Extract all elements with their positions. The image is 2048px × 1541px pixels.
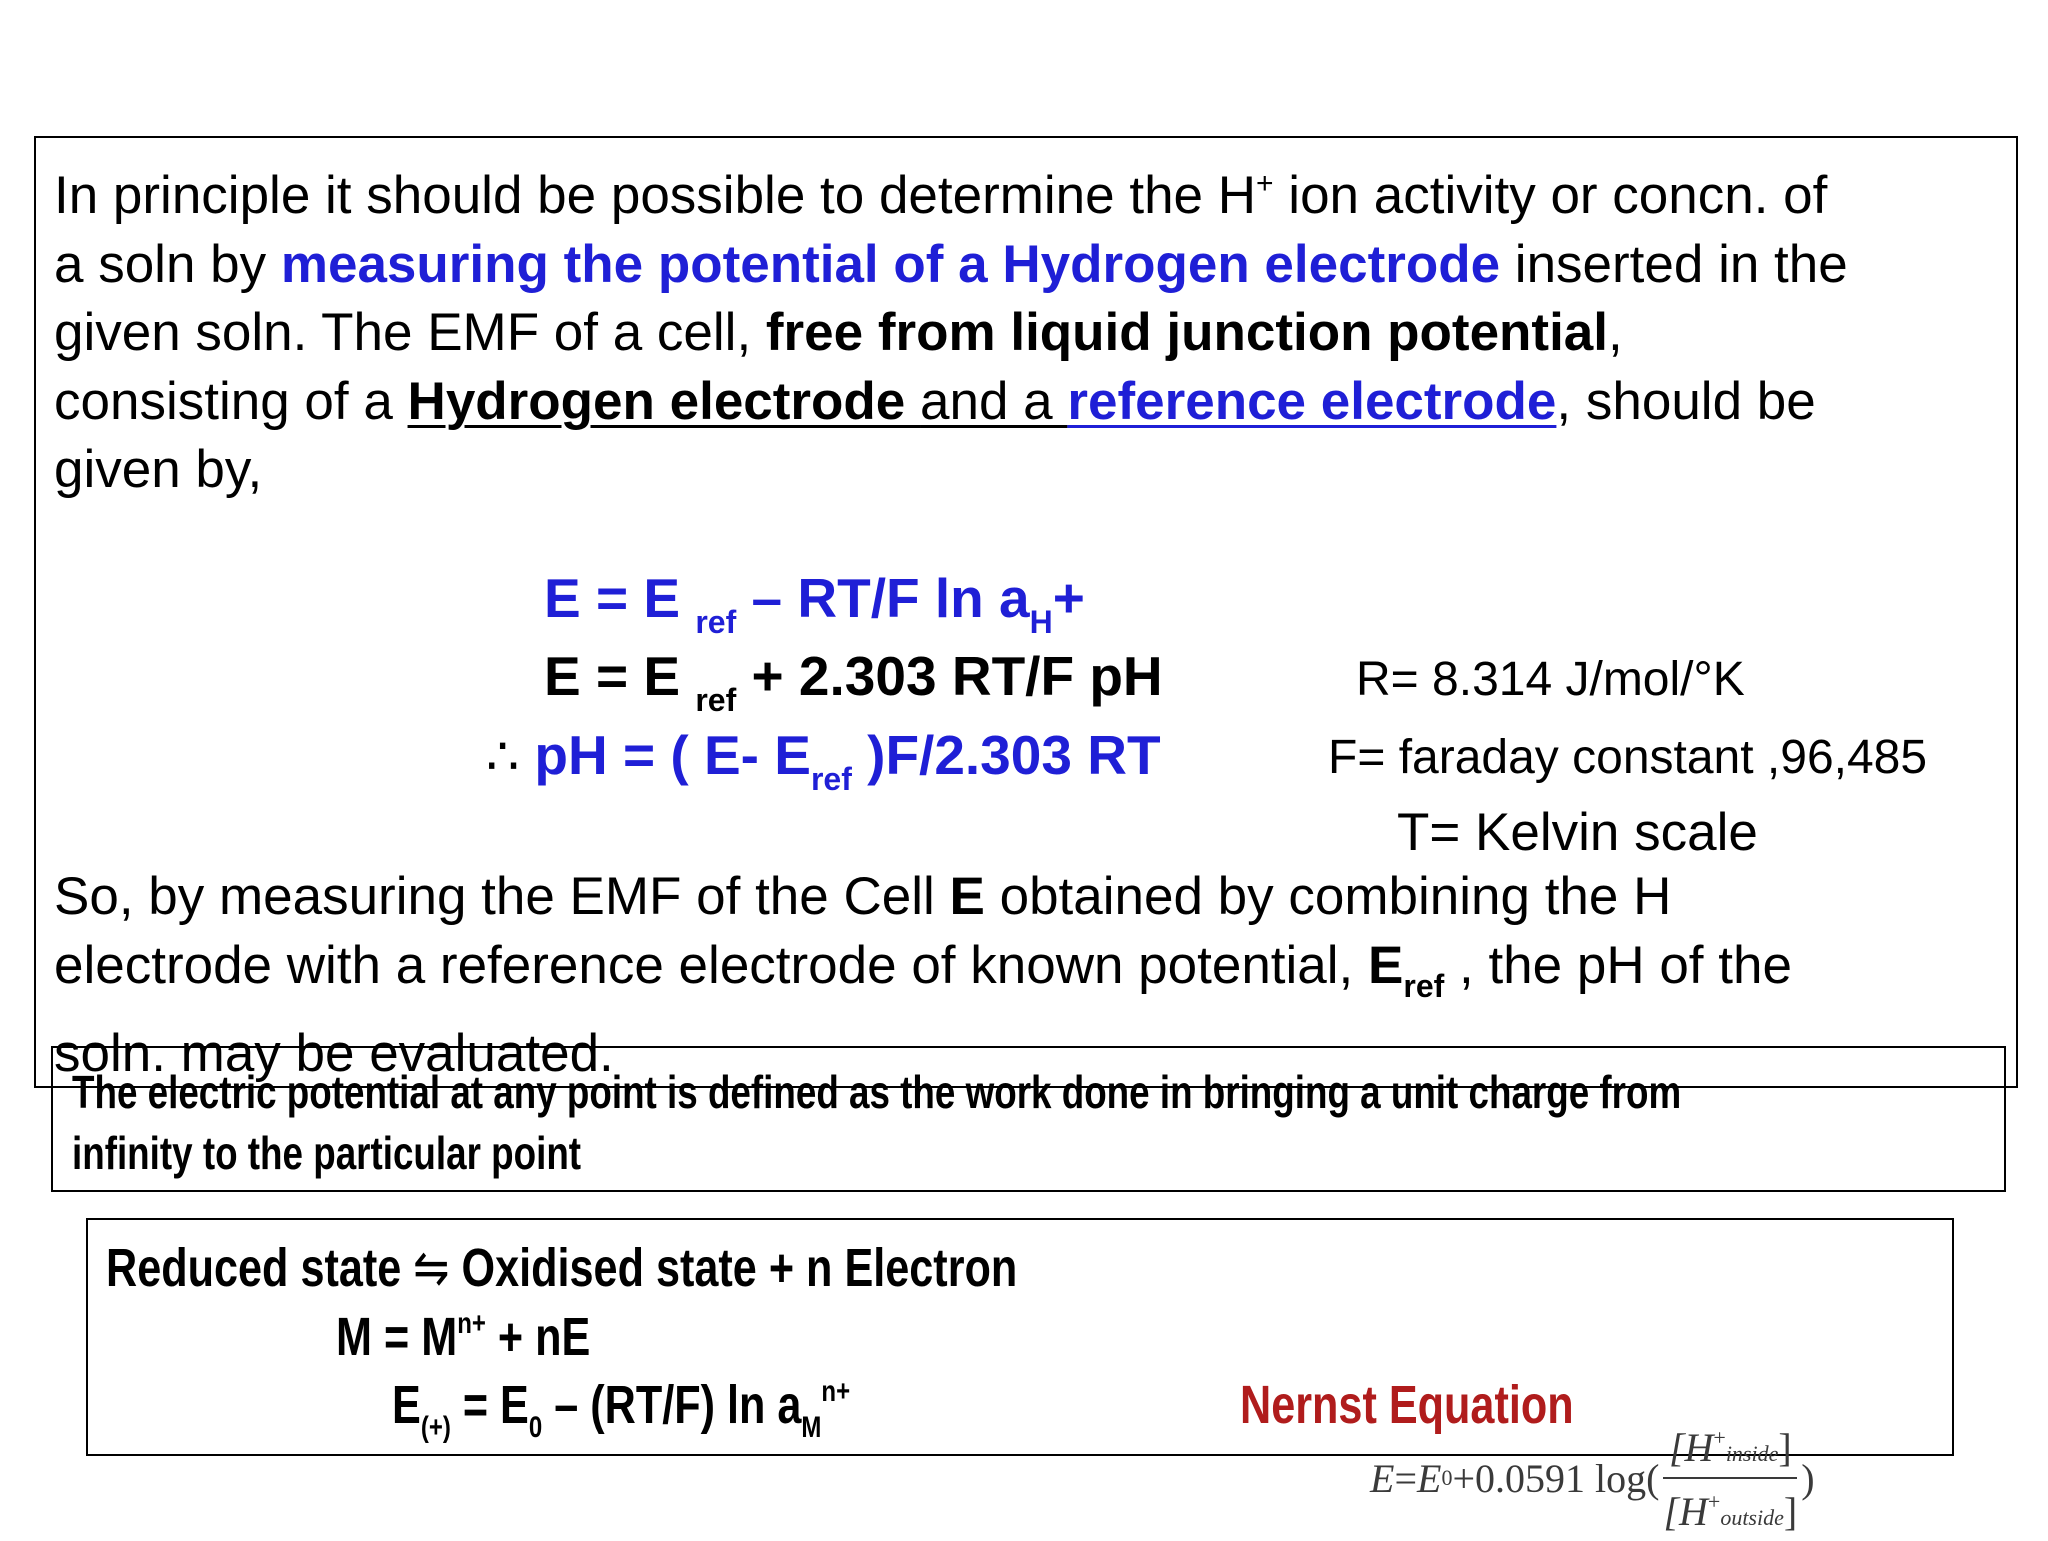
metal-reaction-line (336, 1306, 590, 1368)
nernst-activity-sub: M (801, 1411, 822, 1444)
definition-line-2: infinity to the particular point (72, 1127, 582, 1179)
conclusion-line-3: soln. may be evaluated. (54, 1024, 614, 1083)
intro-line-5: given by, (54, 440, 263, 499)
liquid-junction-highlight: free from liquid junction potential (765, 303, 1609, 362)
eq2-part-b: + 2.303 RT/F pH (736, 645, 1163, 707)
conclusion-line-1-end: obtained by combining the H (984, 867, 1672, 926)
eq1-sub-ref: ref (695, 604, 737, 640)
reduced-state-label: Reduced state (106, 1238, 414, 1298)
intro-line-1-end: ion activity or concn. of (1273, 166, 1828, 225)
conclusion-line-2-end: , the pH of the (1444, 935, 1792, 995)
redox-reaction-line (106, 1236, 1017, 1299)
e-ref-sub: ref (1403, 967, 1445, 1004)
log-eq-lhs: E (1370, 1455, 1395, 1501)
membrane-potential-equation (1370, 1420, 1815, 1536)
conclusion-line-1-start: So, by measuring the EMF of the Cell (54, 867, 950, 926)
intro-line-3-start: given soln. The EMF of a cell, (54, 303, 766, 362)
equation-2 (544, 644, 1163, 719)
den-sup: + (1707, 1489, 1721, 1514)
intro-line-1: In principle it should be possible to determine the H (54, 166, 1257, 225)
num-sup: + (1713, 1425, 1726, 1450)
gas-constant: R= 8.314 J/mol/°K (1356, 653, 1745, 706)
faraday-constant: F= faraday constant ,96,485 (1328, 731, 1928, 784)
definition-line-1: The electric potential at any point is defined as the work done in bringing a unit charge from (72, 1066, 1682, 1118)
conclusion-paragraph (54, 863, 2014, 1089)
metal-ion-charge: n+ (457, 1307, 486, 1340)
nernst-e0-sub: 0 (528, 1411, 543, 1444)
conclusion-line-2-start: electrode with a reference electrode of known potential, (54, 935, 1369, 995)
log-eq-close-paren: ) (1801, 1455, 1815, 1501)
equation-3 (486, 723, 1161, 798)
log-eq-numerator (1669, 1415, 1792, 1477)
eq3-sub-ref: ref (810, 761, 852, 797)
measuring-potential-highlight: measuring the potential of a Hydrogen electrode (280, 234, 1501, 294)
therefore-symbol: ∴ (486, 728, 520, 786)
reference-electrode-highlight: reference electrode (1067, 371, 1557, 431)
metal-reaction-start: M = M (336, 1307, 458, 1367)
intro-line-2-start: a soln by (54, 234, 281, 294)
e-ref-e: E (1368, 935, 1404, 995)
oxidised-state-label: Oxidised state + n Electron (449, 1238, 1018, 1298)
nernst-e: E (392, 1375, 421, 1435)
eq3-part-b: )F/2.303 RT (851, 724, 1161, 786)
nernst-formula-line (392, 1374, 850, 1445)
eq1-part-a: E = E (544, 567, 696, 629)
intro-line-2-end: inserted in the (1500, 234, 1848, 294)
intro-line-4-end: , should be (1556, 371, 1816, 431)
nernst-log-term: – (RT/F) ln a (542, 1375, 802, 1435)
intro-line-3-end: , (1608, 303, 1623, 362)
den-close: ] (1783, 1489, 1798, 1534)
temperature-note: T= Kelvin scale (1397, 803, 1758, 862)
intro-paragraph (54, 150, 2014, 505)
eq2-part-a: E = E (544, 645, 696, 707)
hydrogen-electrode-highlight: Hydrogen electrode (407, 371, 921, 431)
nernst-e-sub: (+) (420, 1411, 451, 1444)
equilibrium-arrow-icon: ⇋ (413, 1238, 450, 1298)
den-h: [H (1663, 1489, 1708, 1534)
den-sub: outside (1720, 1505, 1784, 1530)
eq1-sub-h: H (1029, 604, 1053, 640)
intro-line-4-and: and a (920, 371, 1068, 431)
nernst-equals-e0: = E (450, 1375, 529, 1435)
metal-reaction-end: + nE (485, 1307, 591, 1367)
log-eq-equals: = (1394, 1455, 1417, 1501)
log-eq-denominator (1663, 1479, 1797, 1541)
log-eq-fraction (1663, 1415, 1797, 1541)
eq3-part-a: pH = ( E- E (519, 724, 811, 786)
nernst-equation-label: Nernst Equation (1240, 1375, 1574, 1435)
h-ion-superscript: + (1256, 167, 1274, 200)
log-eq-open-paren: ( (1646, 1455, 1660, 1501)
log-eq-coefficient: +0.0591 log (1452, 1455, 1647, 1501)
cell-emf-e: E (949, 867, 985, 926)
log-eq-e0-sub: 0 (1441, 1465, 1453, 1490)
equation-1 (544, 566, 1085, 641)
num-close: ] (1778, 1425, 1792, 1470)
eq1-part-c: + (1052, 567, 1085, 629)
nernst-activity-sup: n+ (821, 1375, 851, 1408)
num-h: [H (1668, 1425, 1714, 1470)
eq1-part-b: – RT/F ln a (736, 567, 1030, 629)
num-sub: inside (1725, 1441, 1779, 1466)
intro-line-4-start: consisting of a (54, 371, 408, 431)
log-eq-e0: E (1417, 1455, 1442, 1501)
eq2-sub-ref: ref (695, 682, 737, 718)
